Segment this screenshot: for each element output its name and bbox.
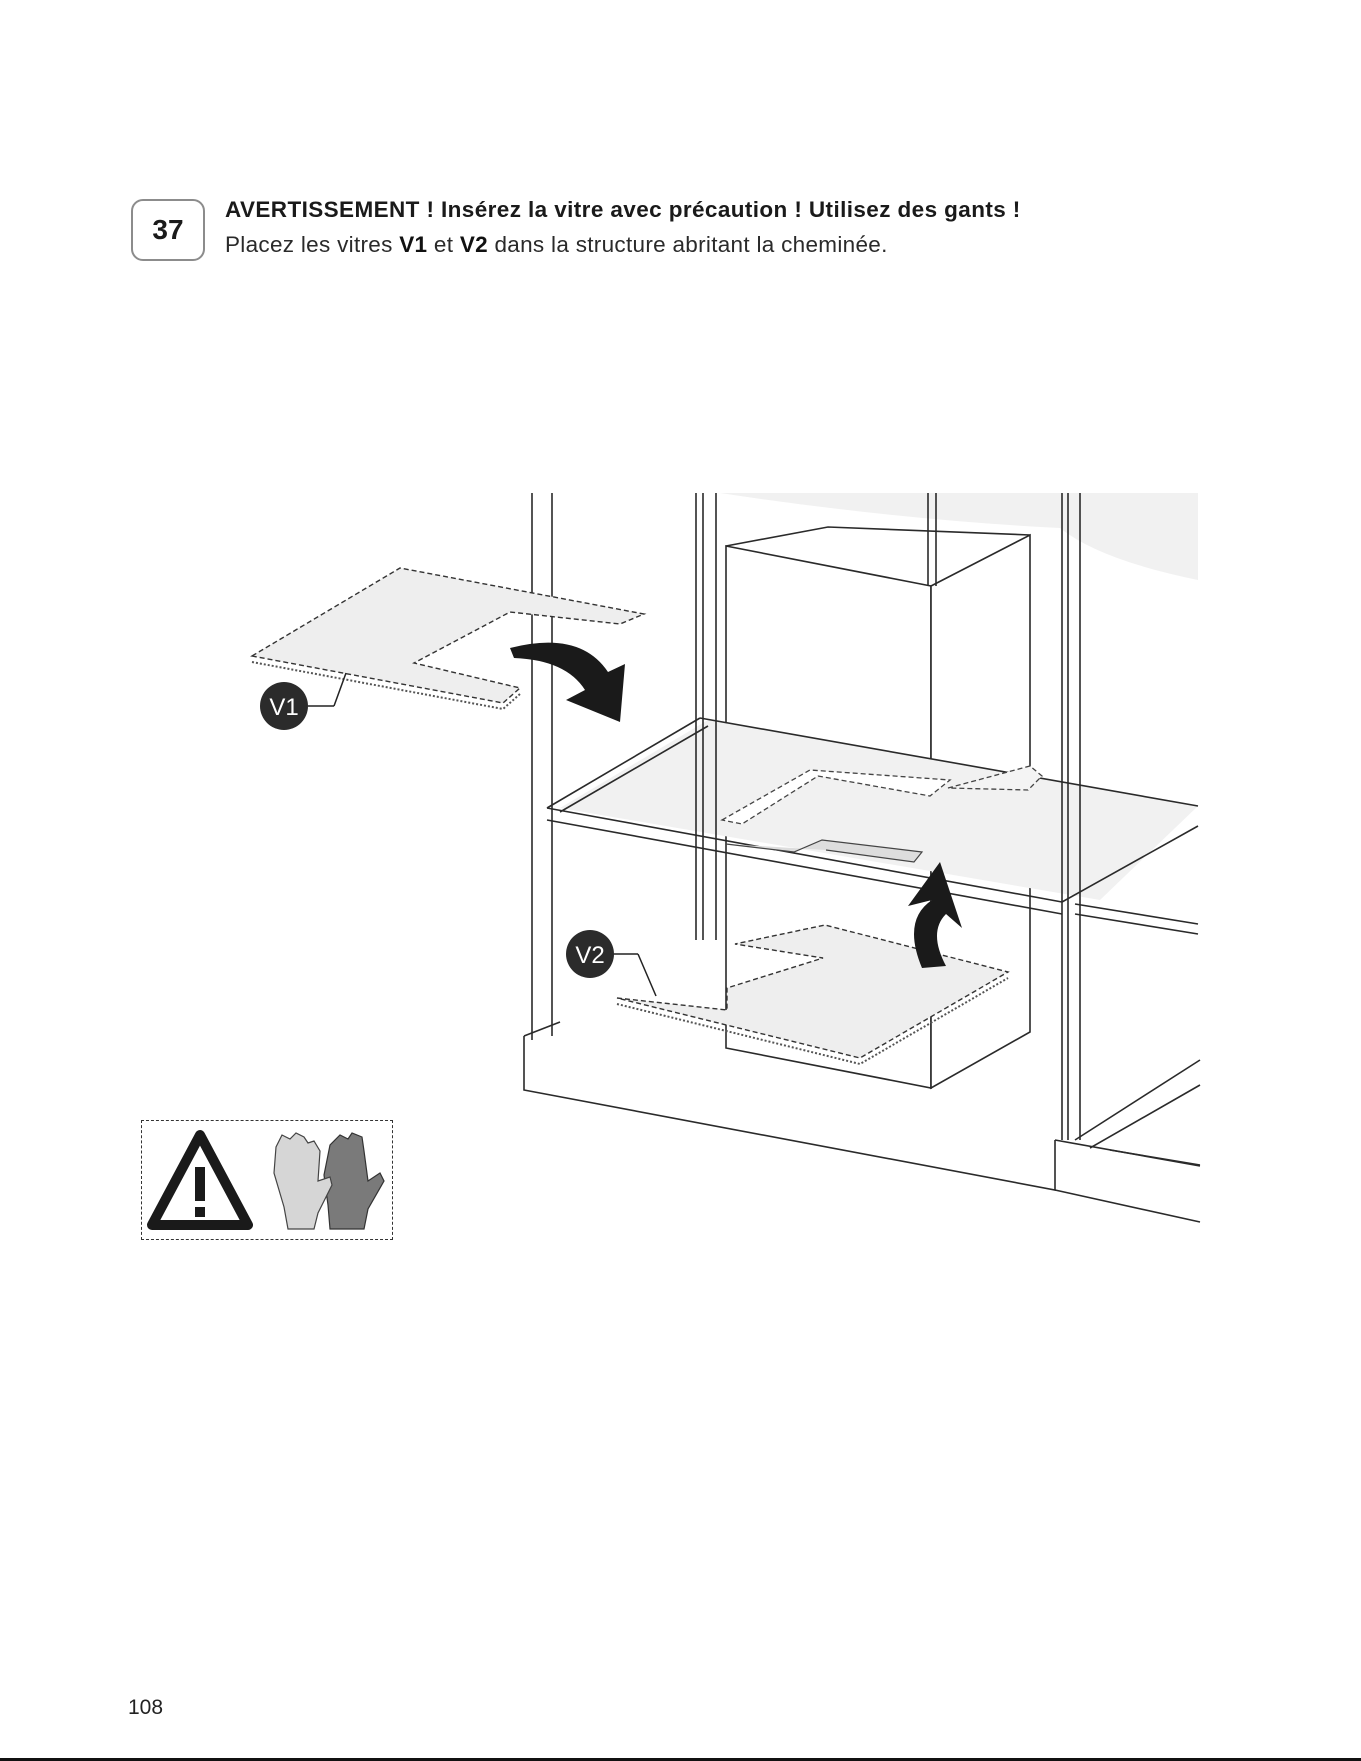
step-number: 37 [152,214,184,245]
warning-triangle-icon [152,1135,248,1225]
callout-v2-label: V2 [575,942,605,969]
gloves-icon [274,1133,384,1229]
instruction-mid: et [427,232,460,257]
part-v1-ref: V1 [399,232,428,257]
warning-heading: AVERTISSEMENT ! Insérez la vitre avec précaution ! Utilisez des gants ! [225,197,1021,222]
page-number: 108 [128,1696,164,1719]
arrow-down-icon [510,643,625,722]
instruction-post: dans la structure abritant la cheminée. [487,232,888,257]
part-v2-ref: V2 [459,232,488,257]
safety-box [141,1120,393,1240]
safety-icons [142,1121,394,1241]
instruction-pre: Placez les vitres [225,232,400,257]
callout-v1-label: V1 [269,694,299,721]
